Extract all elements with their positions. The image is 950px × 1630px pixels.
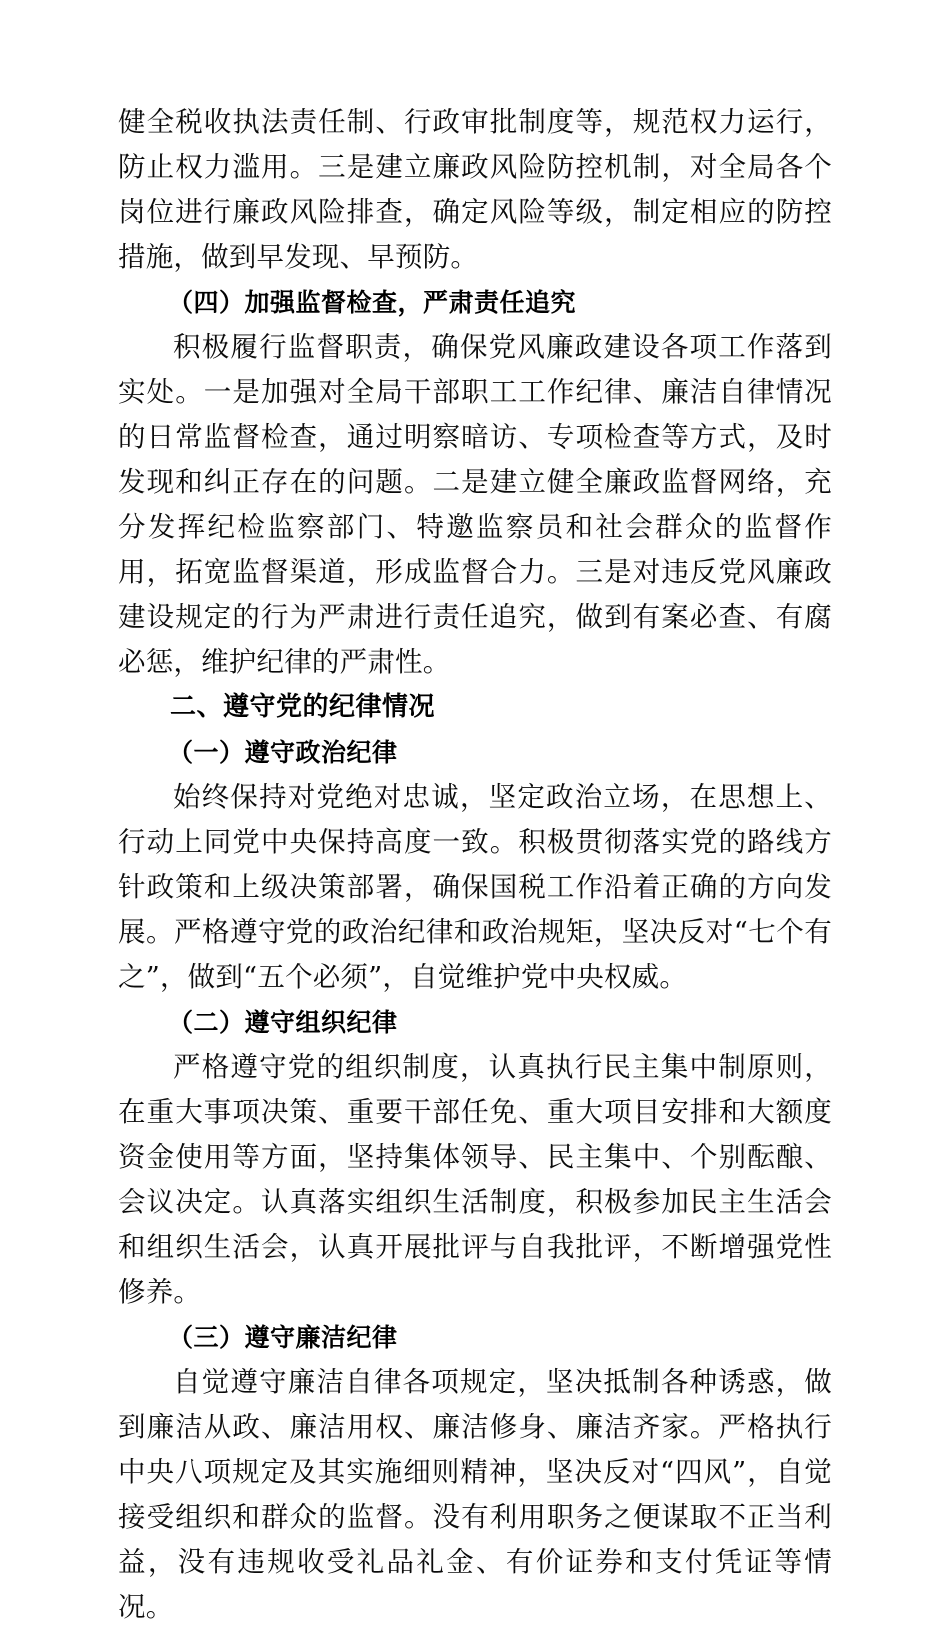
- subheading-supervision-inspection: （四）加强监督检查，严肃责任追究: [168, 288, 577, 317]
- paragraph-continuation: 健全税收执法责任制、行政审批制度等，规范权力运行，防止权力滥用。三是建立廉政风险防控机制，对全局各个岗位进行廉政风险排查，确定风险等级，制定相应的防控措施，做到早发现、早预防。: [118, 106, 832, 273]
- paragraph-organizational-discipline: 严格遵守党的组织制度，认真执行民主集中制原则，在重大事项决策、重要干部任免、重大项目安排和大额度资金使用等方面，坚持集体领导、民主集中、个别酝酿、会议决定。认真落实组织生活制度，积极参加民主生活会和组织生活会，认真开展批评与自我批评，不断增强党性修养。: [118, 1051, 832, 1308]
- subheading-organizational-discipline: （二）遵守组织纪律: [168, 1008, 398, 1037]
- subheading-political-discipline: （一）遵守政治纪律: [168, 738, 398, 767]
- paragraph-supervision-inspection: 积极履行监督职责，确保党风廉政建设各项工作落到实处。一是加强对全局干部职工工作纪律、廉洁自律情况的日常监督检查，通过明察暗访、专项检查等方式，及时发现和纠正存在的问题。二是建立健全廉政监督网络，充分发挥纪检监察部门、特邀监察员和社会群众的监督作用，拓宽监督渠道，形成监督合力。三是对违反党风廉政建设规定的行为严肃进行责任追究，做到有案必查、有腐必惩，维护纪律的严肃性。: [118, 331, 832, 678]
- document-body: [118, 100, 832, 1630]
- paragraph-political-discipline: 始终保持对党绝对忠诚，坚定政治立场，在思想上、行动上同党中央保持高度一致。积极贯彻落实党的路线方针政策和上级决策部署，确保国税工作沿着正确的方向发展。严格遵守党的政治纪律和政治规矩，坚决反对“七个有之”，做到“五个必须”，自觉维护党中央权威。: [118, 781, 832, 993]
- section-heading-party-discipline: 二、遵守党的纪律情况: [170, 692, 436, 722]
- subheading-integrity-discipline: （三）遵守廉洁纪律: [168, 1323, 398, 1352]
- paragraph-integrity-discipline: 自觉遵守廉洁自律各项规定，坚决抵制各种诱惑，做到廉洁从政、廉洁用权、廉洁修身、廉洁齐家。严格执行中央八项规定及其实施细则精神，坚决反对“四风”，自觉接受组织和群众的监督。没有利用职务之便谋取不正当利益，没有违规收受礼品礼金、有价证券和支付凭证等情况。: [118, 1366, 832, 1623]
